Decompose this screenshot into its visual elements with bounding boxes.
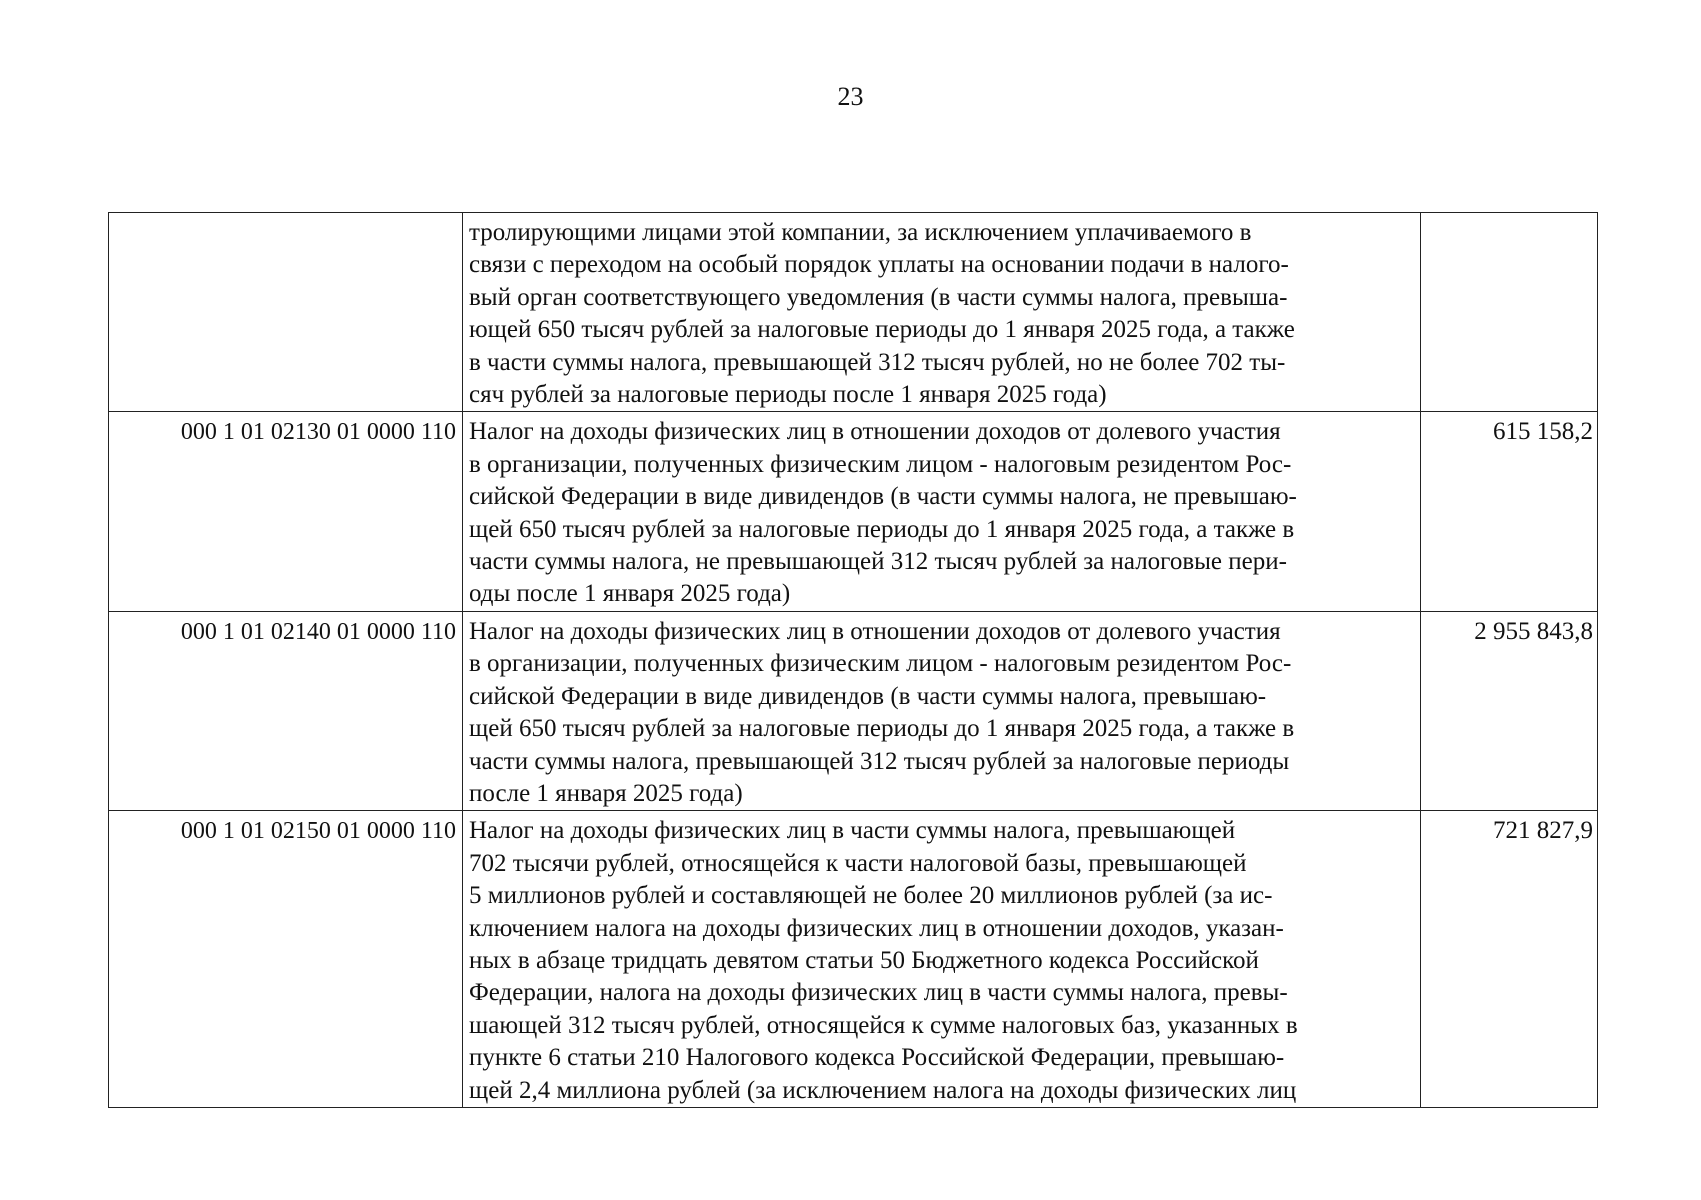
description-line: после 1 января 2025 года) <box>469 779 743 807</box>
budget-revenue-table <box>108 212 1598 1108</box>
description-line: 5 миллионов рублей и составляющей не более 20 миллионов рублей (за ис- <box>469 882 1273 910</box>
description-cell <box>463 213 1421 412</box>
description-line: в организации, полученных физическим лицом - налоговым резидентом Рос- <box>469 450 1292 478</box>
table-row <box>109 412 1598 611</box>
description-line: Налог на доходы физических лиц в части суммы налога, превышающей <box>469 817 1236 845</box>
description-line: ных в абзаце тридцать девятом статьи 50 Бюджетного кодекса Российской <box>469 946 1259 974</box>
description-line: щей 650 тысяч рублей за налоговые периоды до 1 января 2025 года, а также в <box>469 515 1295 543</box>
description-line: щей 2,4 миллиона рублей (за исключением налога на доходы физических лиц <box>469 1076 1297 1104</box>
description-cell <box>463 811 1421 1108</box>
description-line: в части суммы налога, превышающей 312 тысяч рублей, но не более 702 ты- <box>469 348 1286 376</box>
description-line: 702 тысячи рублей, относящейся к части налоговой базы, превышающей <box>469 849 1247 877</box>
description-line: ющей 650 тысяч рублей за налоговые периоды до 1 января 2025 года, а также <box>469 316 1295 344</box>
page-number: 23 <box>837 82 864 111</box>
description-line: в организации, полученных физическим лицом - налоговым резидентом Рос- <box>469 650 1292 678</box>
description-line: связи с переходом на особый порядок уплаты на основании подачи в налого- <box>469 251 1289 279</box>
budget-code-cell: 000 1 01 02150 01 0000 110 <box>109 811 463 1108</box>
amount-cell <box>1421 213 1598 412</box>
description-line: шающей 312 тысяч рублей, относящейся к сумме налоговых баз, указанных в <box>469 1011 1298 1039</box>
table-row <box>109 213 1598 412</box>
description-line: сийской Федерации в виде дивидендов (в части суммы налога, превышаю- <box>469 682 1267 710</box>
budget-code-cell: 000 1 01 02130 01 0000 110 <box>109 412 463 611</box>
description-line: оды после 1 января 2025 года) <box>469 580 791 608</box>
description-line: щей 650 тысяч рублей за налоговые периоды до 1 января 2025 года, а также в <box>469 715 1295 743</box>
amount-cell: 721 827,9 <box>1421 811 1598 1108</box>
description-line: ключением налога на доходы физических лиц в отношении доходов, указан- <box>469 914 1284 942</box>
description-line: сийской Федерации в виде дивидендов (в части суммы налога, не превышаю- <box>469 483 1297 511</box>
budget-code-cell: 000 1 01 02140 01 0000 110 <box>109 611 463 810</box>
table-row <box>109 811 1598 1108</box>
table-row <box>109 611 1598 810</box>
description-cell <box>463 611 1421 810</box>
description-line: Налог на доходы физических лиц в отношении доходов от долевого участия <box>469 617 1281 645</box>
amount-cell: 615 158,2 <box>1421 412 1598 611</box>
description-line: Федерации, налога на доходы физических лиц в части суммы налога, превы- <box>469 979 1288 1007</box>
description-line: сяч рублей за налоговые периоды после 1 января 2025 года) <box>469 381 1107 409</box>
budget-code-cell <box>109 213 463 412</box>
description-line: вый орган соответствующего уведомления (в части суммы налога, превыша- <box>469 283 1288 311</box>
amount-cell: 2 955 843,8 <box>1421 611 1598 810</box>
description-cell <box>463 412 1421 611</box>
description-line: Налог на доходы физических лиц в отношении доходов от долевого участия <box>469 418 1281 446</box>
description-line: пункте 6 статьи 210 Налогового кодекса Российской Федерации, превышаю- <box>469 1044 1285 1072</box>
description-line: тролирующими лицами этой компании, за исключением уплачиваемого в <box>469 219 1252 246</box>
description-line: части суммы налога, не превышающей 312 тысяч рублей за налоговые пери- <box>469 548 1287 576</box>
description-line: части суммы налога, превышающей 312 тысяч рублей за налоговые периоды <box>469 747 1290 775</box>
